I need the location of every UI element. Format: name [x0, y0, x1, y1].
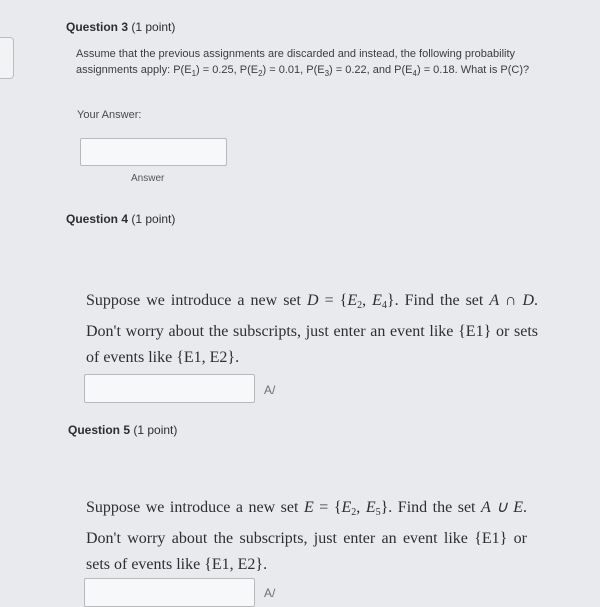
question-4-text: Suppose we introduce a new set $D = \{E_2$, $E_4$}. Find the set A ∩ D. Don't worry about the subscripts, just enter an event like {E1} or sets of events like {E1, E2}. — [86, 292, 539, 366]
question-4-title: Question 4 — [66, 212, 129, 226]
question-5-points: (1 point) — [133, 423, 178, 437]
side-panel-tab[interactable] — [0, 37, 14, 79]
question-4-header — [66, 212, 175, 226]
question-3-points: (1 point) — [131, 20, 176, 34]
your-answer-label: Your Answer: — [77, 109, 142, 121]
question-3-header — [66, 20, 175, 34]
question-5-title: Question 5 — [68, 423, 131, 437]
question-5-answer-input[interactable] — [84, 578, 255, 607]
question-5-text: Suppose we introduce a new set $E = \{E_2$, $E_5$}. Find the set A ∪ E. Don't worry about the subscripts, just enter an event like {E1} or sets of events like {E1, E2}. — [86, 499, 528, 573]
question-3-answer-input[interactable] — [80, 138, 227, 166]
spell-check-icon[interactable]: A/ — [264, 383, 276, 397]
question-5-header — [68, 423, 177, 437]
answer-caption: Answer — [131, 173, 165, 184]
spell-check-icon[interactable]: A/ — [264, 586, 276, 600]
question-4-points: (1 point) — [131, 212, 176, 226]
question-4-answer-input[interactable] — [84, 374, 255, 403]
question-3-title: Question 3 — [66, 20, 129, 34]
question-3-text: Assume that the previous assignments are discarded and instead, the following probability assignments apply: $P(E_1) = 0.25$, $P(E_2) = 0.01$, $P(E_3) = 0.22$, and $P(E_4) = 0.18$. What is P(C)? — [76, 48, 530, 79]
